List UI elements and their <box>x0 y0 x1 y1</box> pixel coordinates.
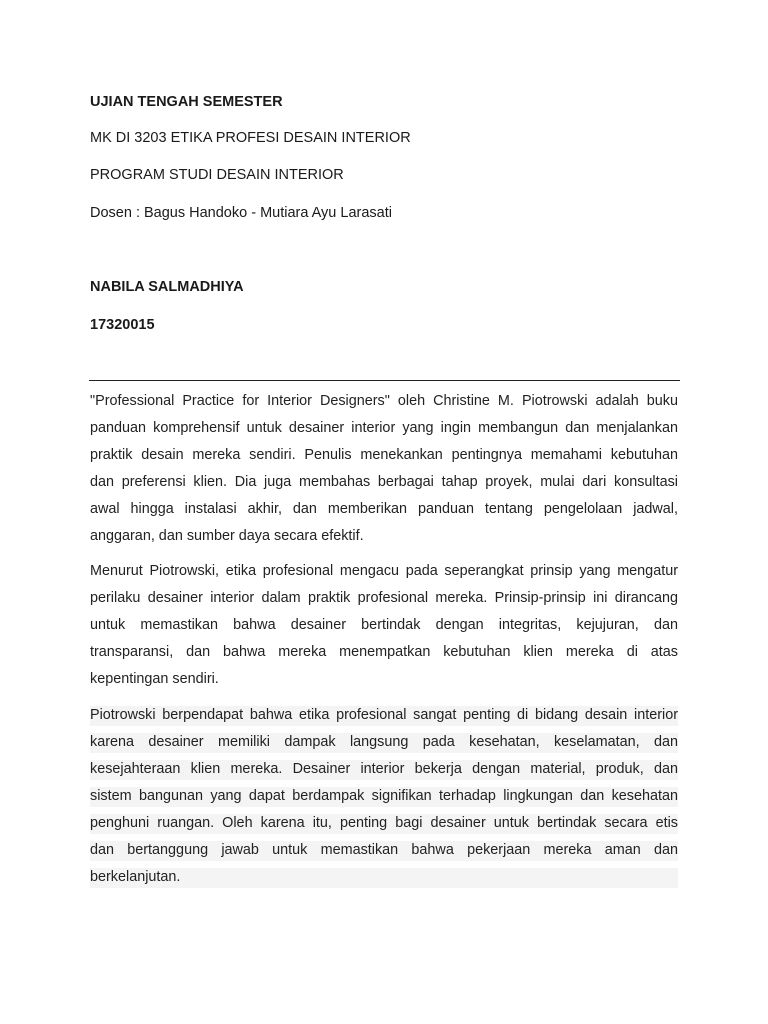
exam-title: UJIAN TENGAH SEMESTER <box>90 94 283 110</box>
study-program: PROGRAM STUDI DESAIN INTERIOR <box>90 167 344 183</box>
paragraph-line: Piotrowski berpendapat bahwa etika profesional sangat penting di bidang desain interior <box>90 702 678 729</box>
paragraph-line: dan bertanggung jawab untuk memastikan bahwa pekerjaan mereka aman dan <box>90 837 678 864</box>
student-id: 17320015 <box>90 317 155 333</box>
paragraph-line: panduan komprehensif untuk desainer interior yang ingin membangun dan menjalankan <box>90 420 678 436</box>
paragraph-line: Menurut Piotrowski, etika profesional mengacu pada seperangkat prinsip yang mengatur <box>90 563 678 579</box>
paragraph-line: sistem bangunan yang dapat berdampak signifikan terhadap lingkungan dan kesehatan <box>90 783 678 810</box>
paragraph-line: untuk memastikan bahwa desainer bertindak dengan integritas, kejujuran, dan <box>90 617 678 633</box>
paragraph-line: penghuni ruangan. Oleh karena itu, penting bagi desainer untuk bertindak secara etis <box>90 810 678 837</box>
paragraph-line: berkelanjutan. <box>90 864 678 891</box>
paragraph-line: karena desainer memiliki dampak langsung pada kesehatan, keselamatan, dan <box>90 729 678 756</box>
paragraph-line: awal hingga instalasi akhir, dan memberikan panduan tentang pengelolaan jadwal, <box>90 501 678 517</box>
student-name: NABILA SALMADHIYA <box>90 279 244 295</box>
paragraph-line: "Professional Practice for Interior Designers" oleh Christine M. Piotrowski adalah buku <box>90 393 678 409</box>
paragraph-line: kepentingan sendiri. <box>90 671 219 687</box>
horizontal-divider <box>89 380 680 381</box>
paragraph-line: transparansi, dan bahwa mereka menempatkan kebutuhan klien mereka di atas <box>90 644 678 660</box>
paragraph-1 <box>90 388 678 550</box>
paragraph-line: perilaku desainer interior dalam praktik profesional mereka. Prinsip-prinsip ini dirancang <box>90 590 678 606</box>
paragraph-line: kesejahteraan klien mereka. Desainer interior bekerja dengan material, produk, dan <box>90 756 678 783</box>
paragraph-line: anggaran, dan sumber daya secara efektif. <box>90 528 364 544</box>
paragraph-2 <box>90 558 678 693</box>
paragraph-line: praktik desain mereka sendiri. Penulis menekankan pentingnya memahami kebutuhan <box>90 447 678 463</box>
paragraph-line: dan preferensi klien. Dia juga membahas berbagai tahap proyek, mulai dari konsultasi <box>90 474 678 490</box>
lecturers-line: Dosen : Bagus Handoko - Mutiara Ayu Larasati <box>90 205 392 221</box>
paragraph-3 <box>90 702 678 891</box>
course-title: MK DI 3203 ETIKA PROFESI DESAIN INTERIOR <box>90 130 411 146</box>
